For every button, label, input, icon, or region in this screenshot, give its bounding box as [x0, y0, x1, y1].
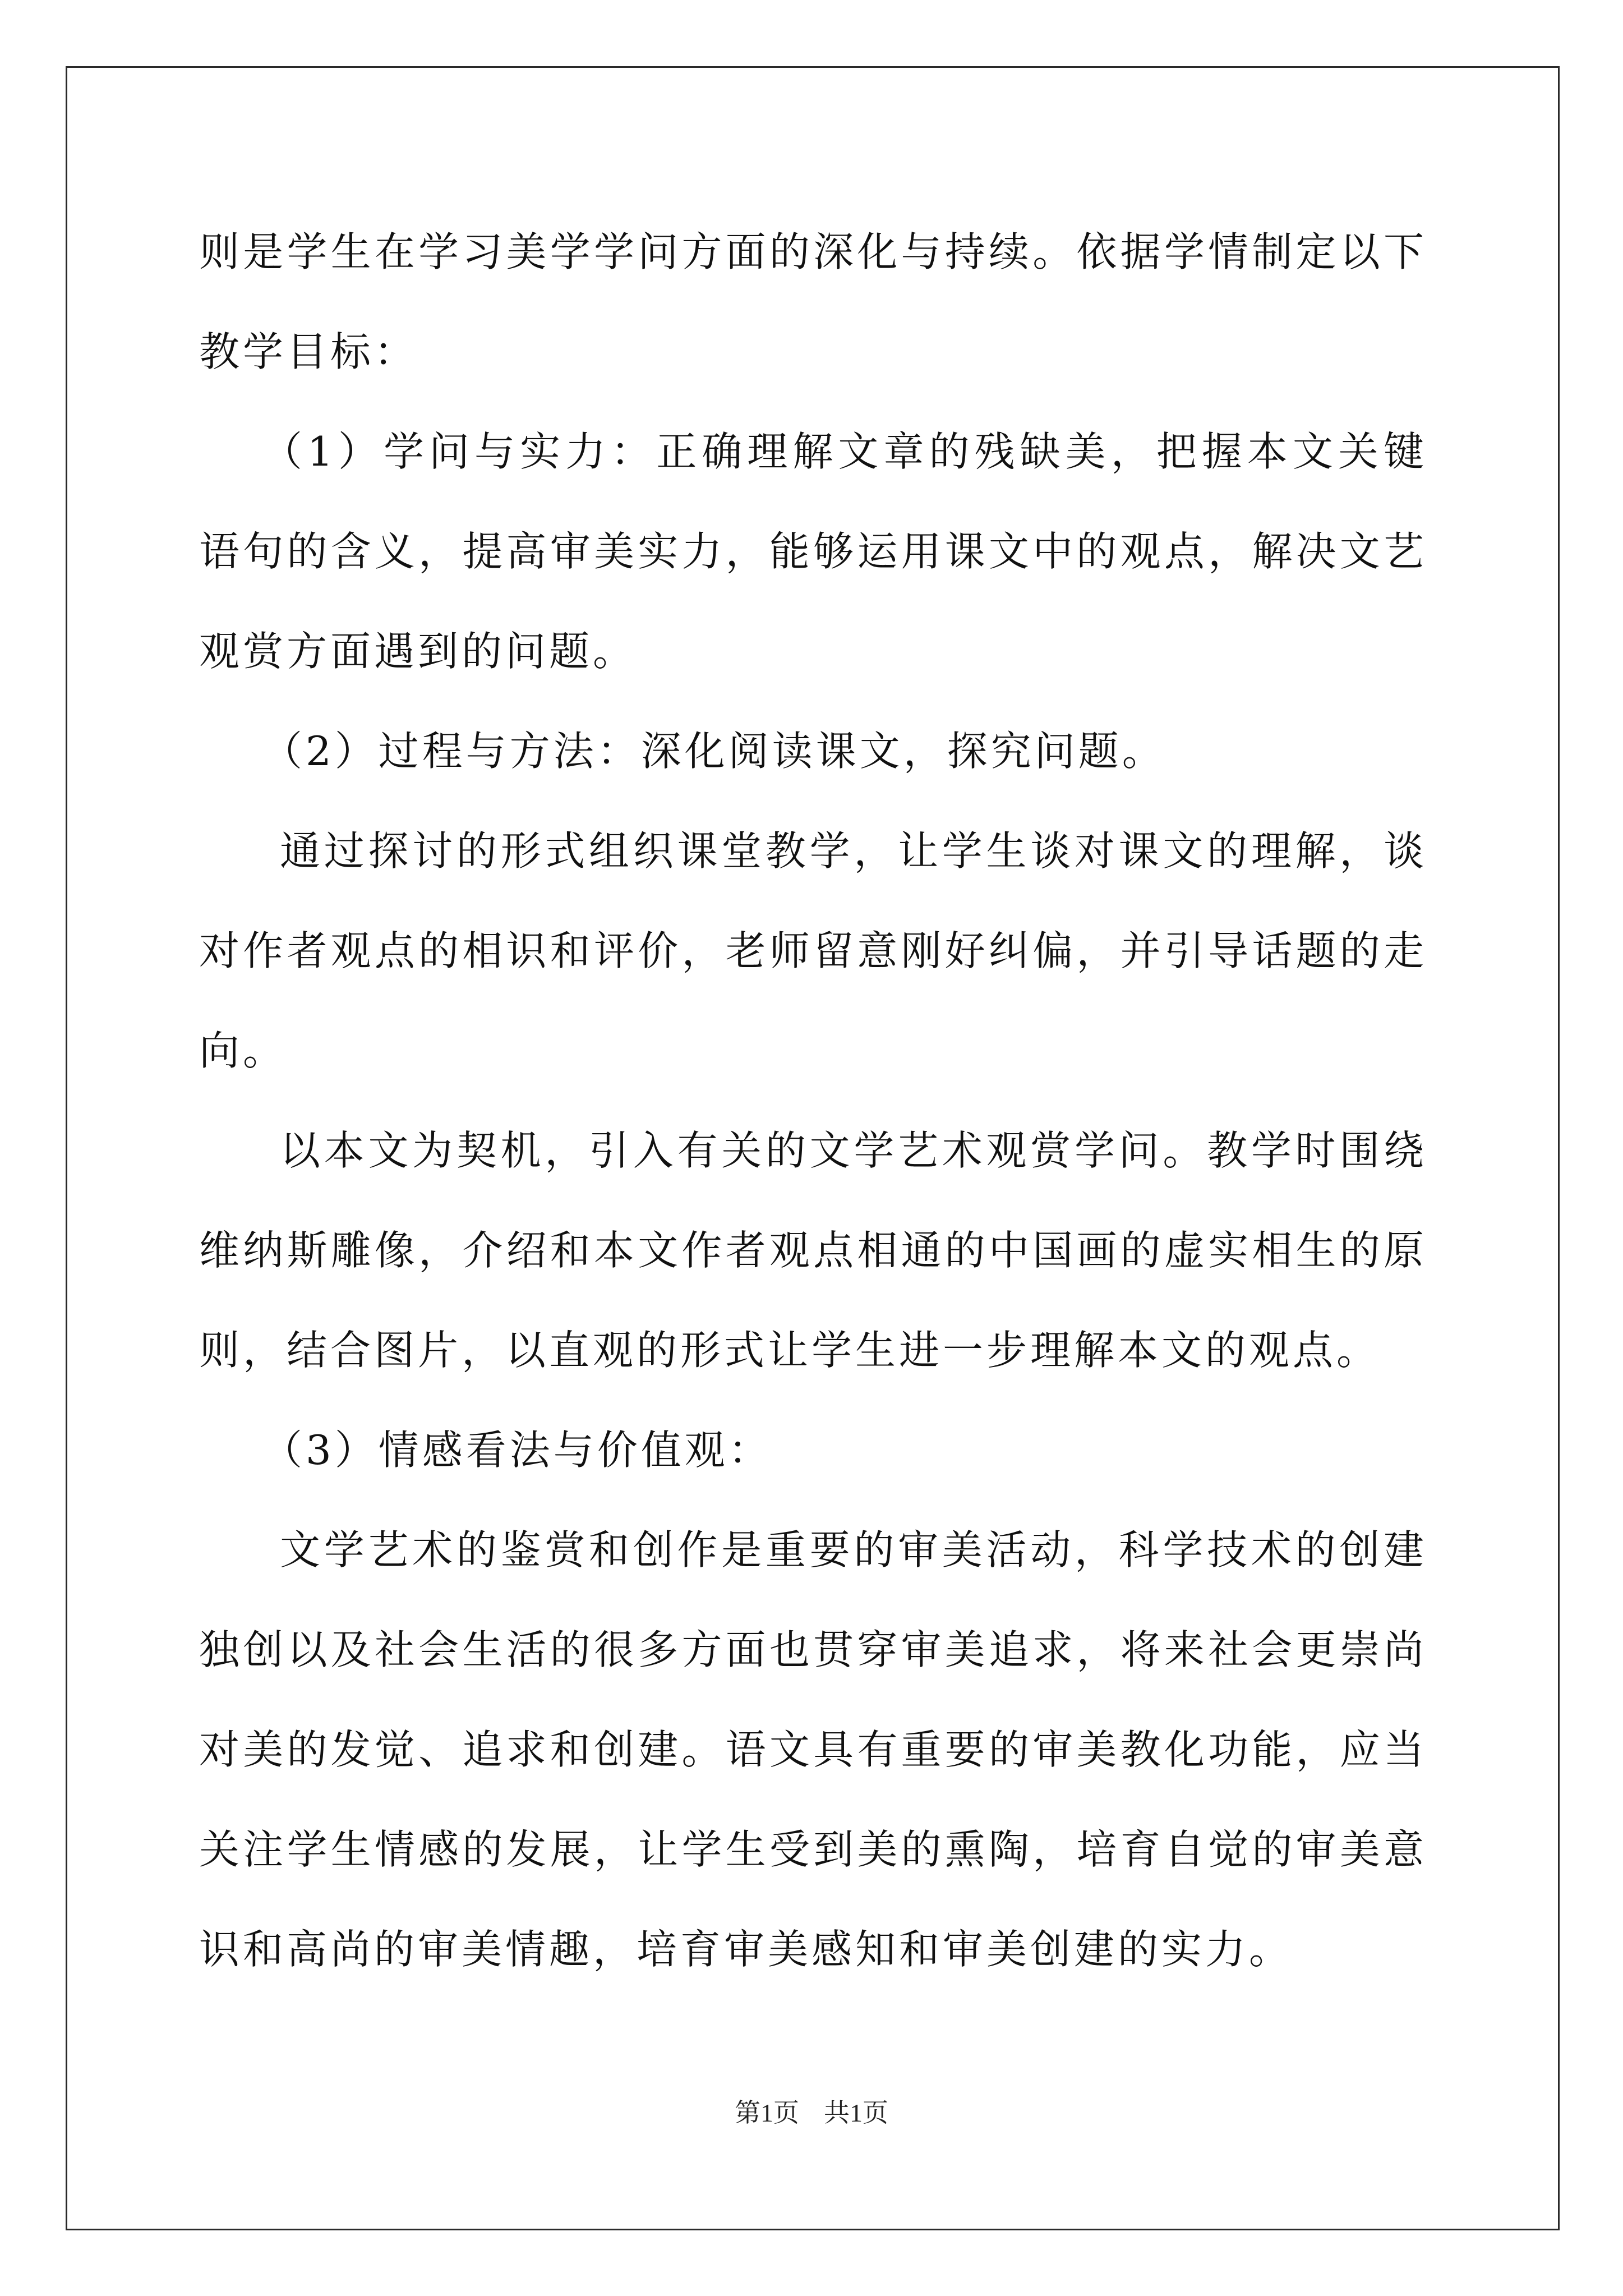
paragraph-venus: 以本文为契机，引入有关的文学艺术观赏学问。教学时围绕维纳斯雕像，介绍和本文作者观点相通的中国画的虚实相生的原则，结合图片，以直观的形式让学生进一步理解本文的观点。 [199, 1127, 1427, 1374]
page-footer [0, 2092, 1623, 2129]
paragraph-continuation: 则是学生在学习美学学问方面的深化与持续。依据学情制定以下教学目标： [199, 228, 1427, 375]
total-pages-label: 共1页 [824, 2099, 888, 2127]
paragraph-aesthetics: 文学艺术的鉴赏和创作是重要的审美活动，科学技术的创建独创以及社会生活的很多方面也贯穿审美追求，将来社会更崇尚对美的发觉、追求和创建。语文具有重要的审美教化功能，应当关注学生情感的发展，让学生受到美的熏陶，培育自觉的审美意识和高尚的审美情趣，培育审美感知和审美创建的实力。 [199, 1526, 1427, 1973]
paragraph-objective-1: （1）学问与实力：正确理解文章的残缺美，把握本文关键语句的含义，提高审美实力，能够运用课文中的观点，解决文艺观赏方面遇到的问题。 [199, 428, 1427, 675]
paragraph-discussion: 通过探讨的形式组织课堂教学，让学生谈对课文的理解，谈对作者观点的相识和评价，老师留意刚好纠偏，并引导话题的走向。 [199, 827, 1427, 1074]
current-page-label: 第1页 [735, 2099, 799, 2127]
paragraph-objective-2: （2）过程与方法：深化阅读课文，探究问题。 [262, 728, 1166, 775]
paragraph-objective-3: （3）情感看法与价值观： [262, 1427, 772, 1474]
document-body [199, 202, 1427, 1999]
